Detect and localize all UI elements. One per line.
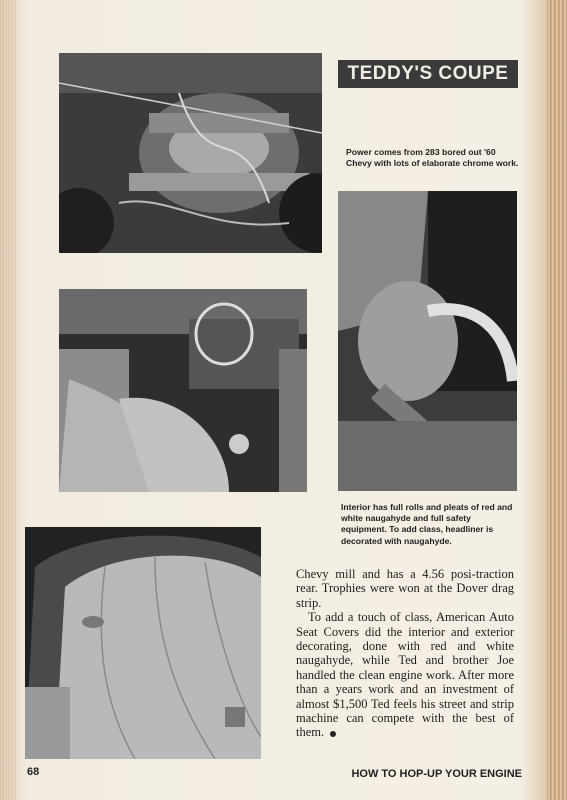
page-number: 68: [27, 766, 40, 778]
interior-caption: Interior has full rolls and pleats of red and white naugahyde and full safety equipment. To add class, headliner is decorated with naugahyde.: [341, 502, 513, 546]
end-mark-icon: [330, 731, 336, 737]
article-body: [296, 567, 514, 740]
engine-caption: Power comes from 283 bored out '60 Chevy with lots of elaborate chrome work.: [346, 147, 519, 169]
running-footer: HOW TO HOP-UP YOUR ENGINE: [351, 768, 522, 780]
engine-side-photo: [338, 191, 517, 491]
page-spine: [0, 0, 16, 800]
engine-photo: [59, 53, 322, 253]
body-paragraph: Chevy mill and has a 4.56 posi-traction rear. Trophies were won at the Dover drag strip.: [296, 567, 514, 610]
interior-dash-photo: [59, 289, 307, 492]
body-paragraph-2: [296, 610, 514, 740]
article-title: TEDDY'S COUPE: [338, 60, 518, 88]
headliner-photo: [25, 527, 261, 759]
body-paragraph-text: To add a touch of class, American Auto Seat Covers did the interior and exterior decorating, done with red and white naugahyde, while Ted and brother Joe handled the clean engine work. After more than a years work and an investment of almost $1,500 Ted feels his street and strip machine can compete with the best of them.: [296, 610, 514, 740]
page-edge: [547, 0, 567, 800]
